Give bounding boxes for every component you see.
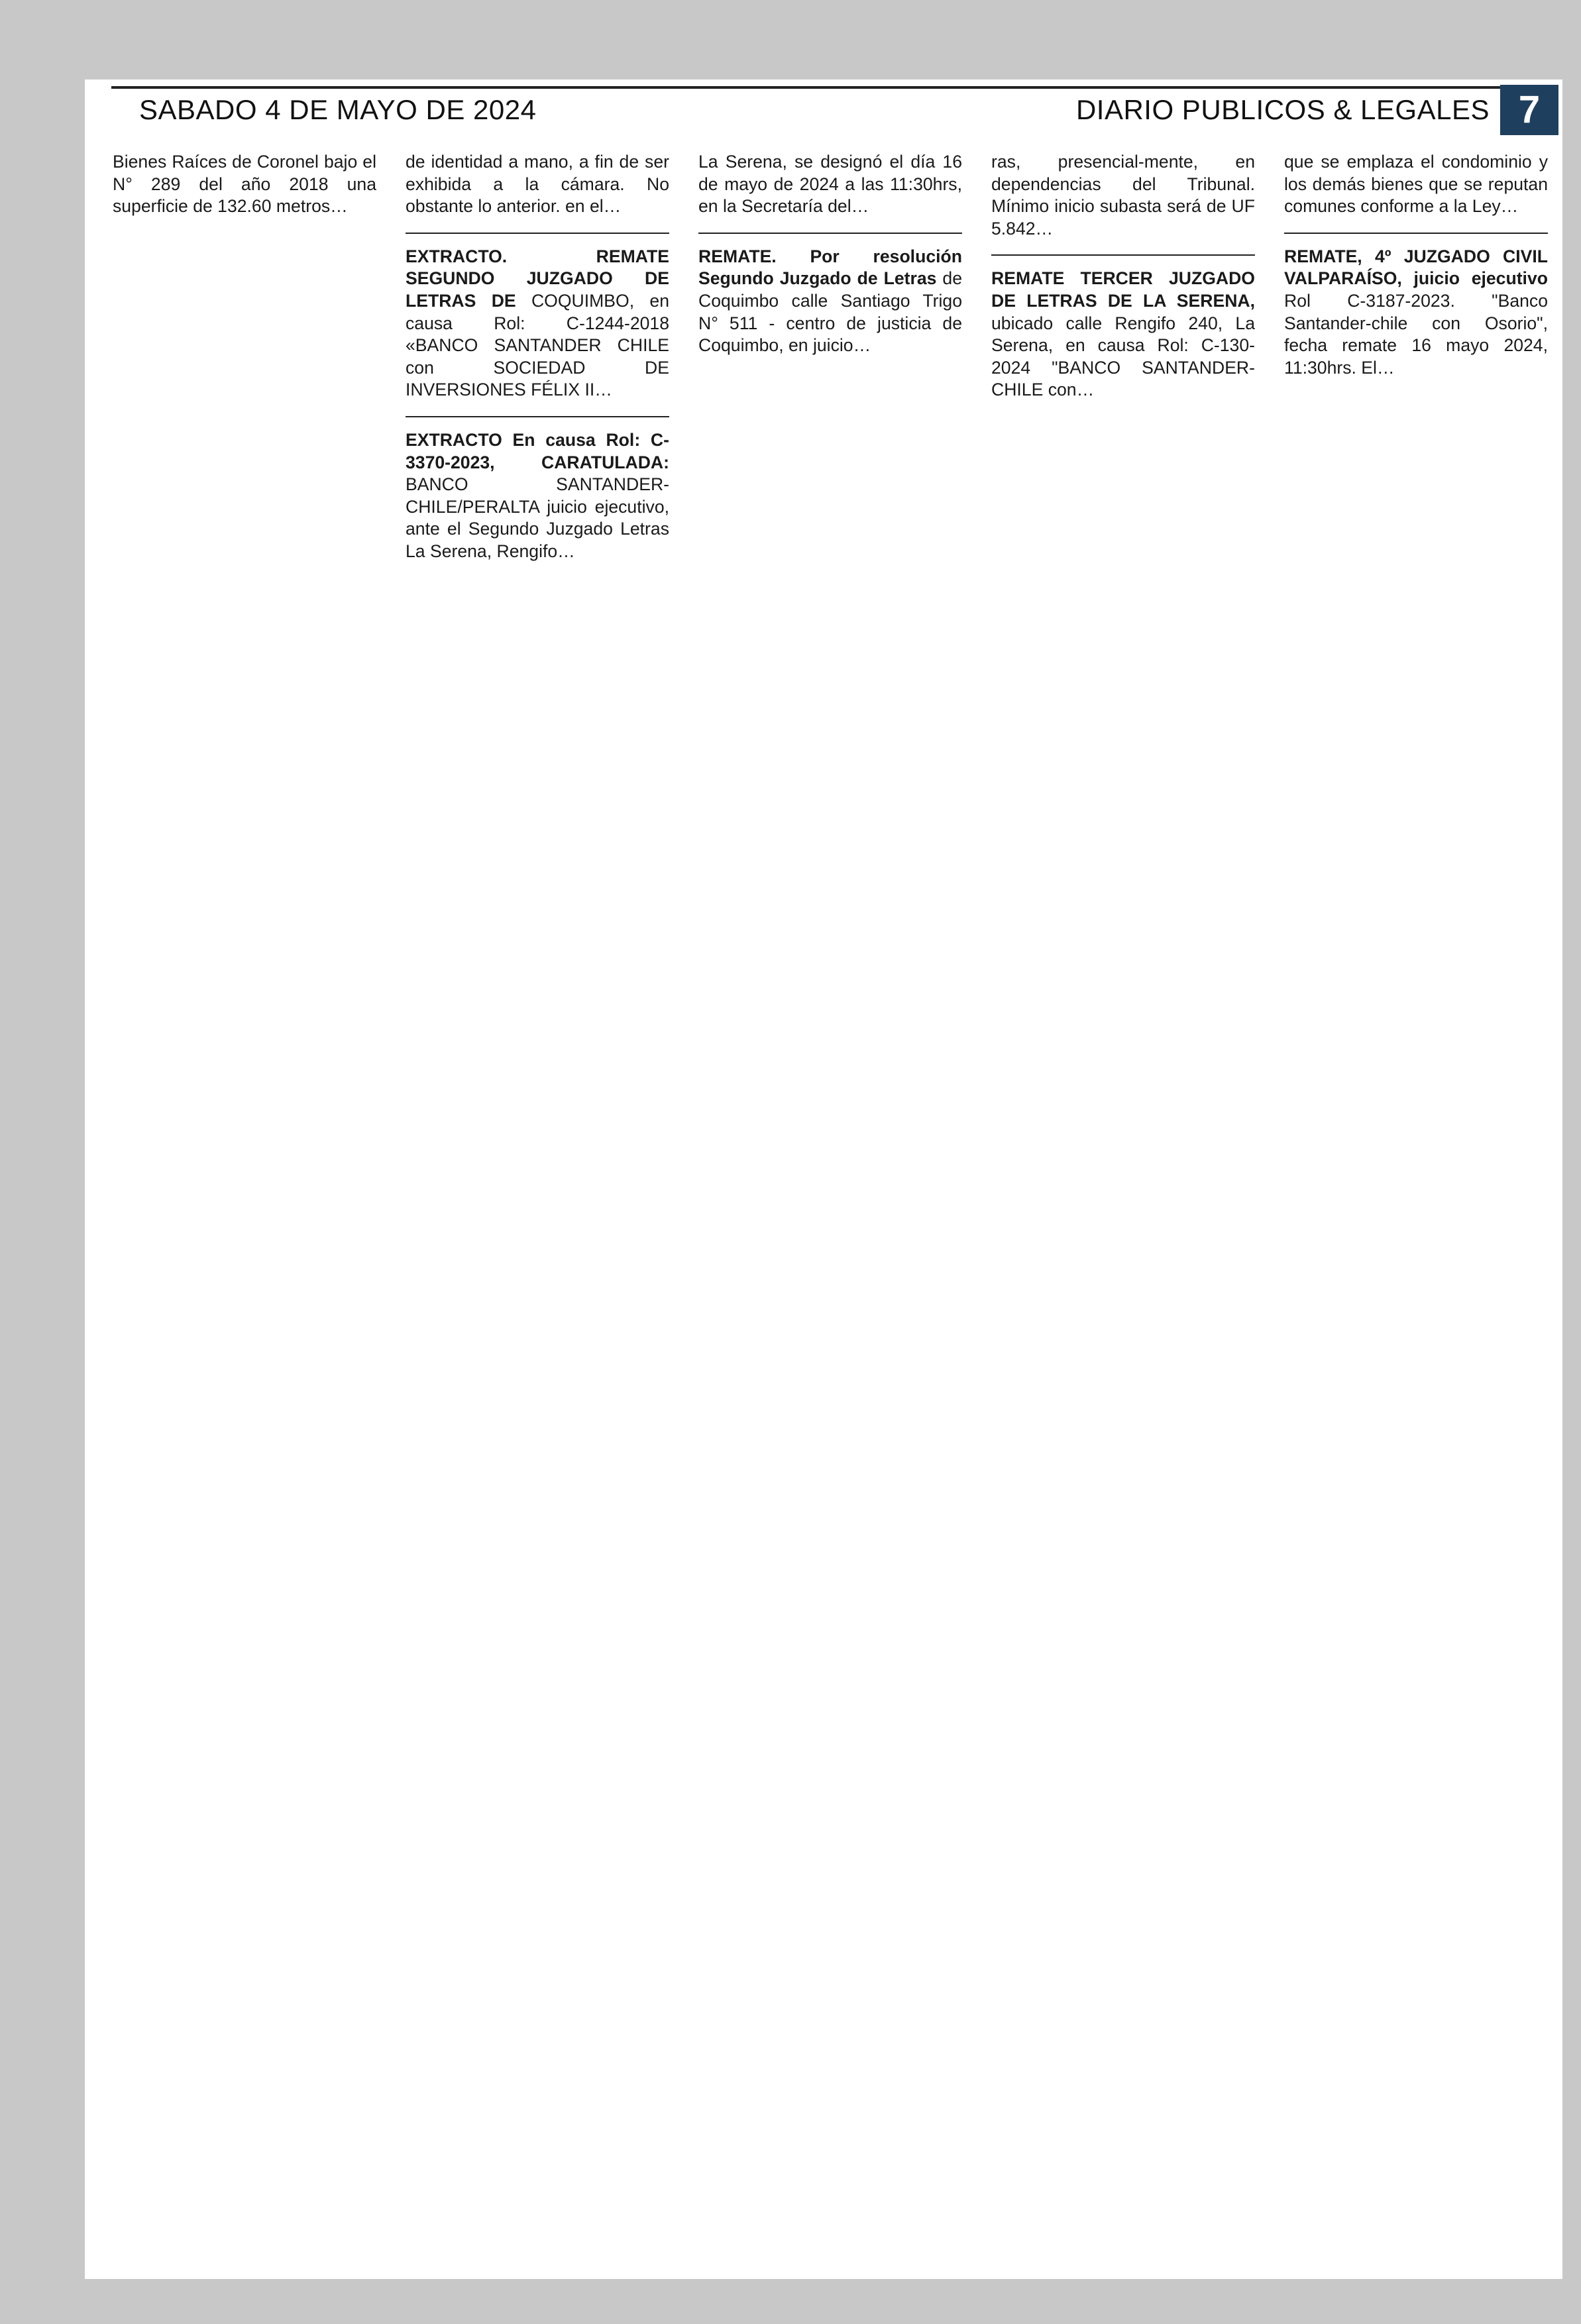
notice-title: REMATE TERCER JUZGADO DE LETRAS DE LA SERENA, bbox=[991, 268, 1255, 311]
header-rule bbox=[111, 86, 1516, 89]
newspaper-page bbox=[85, 79, 1562, 2279]
page-header bbox=[111, 85, 1562, 138]
notice bbox=[406, 151, 669, 218]
notice-body: BANCO SANTANDER-CHILE/PERALTA juicio ejecutivo, ante el Segundo Juzgado Letras La Serena, Rengifo… bbox=[406, 474, 669, 561]
notice bbox=[406, 429, 669, 563]
column-4 bbox=[991, 151, 1255, 2264]
notice-separator bbox=[698, 233, 962, 234]
notice bbox=[1284, 246, 1548, 380]
notice-title: REMATE, 4º JUZGADO CIVIL VALPARAÍSO, juicio ejecutivo bbox=[1284, 246, 1548, 289]
notice-body: ras, presencial-mente, en dependencias del Tribunal. Mínimo inicio subasta será de UF 5.842… bbox=[991, 152, 1255, 238]
notice-body: ubicado calle Rengifo 240, La Serena, en causa Rol: C-130-2024 "BANCO SANTANDER- CHILE con… bbox=[991, 313, 1255, 400]
notice-body: Rol C-3187-2023. "Banco Santander-chile con Osorio", fecha remate 16 mayo 2024, 11:30hrs. El… bbox=[1284, 290, 1548, 378]
notice-body: que se emplaza el condominio y los demás bienes que se reputan comunes conforme a la Ley… bbox=[1284, 152, 1548, 217]
notice bbox=[406, 246, 669, 401]
notice-separator bbox=[991, 254, 1255, 256]
notice-body: Bienes Raíces de Coronel bajo el N° 289 del año 2018 una superficie de 132.60 metros… bbox=[113, 152, 376, 217]
header-date: SABADO 4 DE MAYO DE 2024 bbox=[139, 94, 537, 125]
notice bbox=[1284, 151, 1548, 218]
notice-body: La Serena, se designó el día 16 de mayo de 2024 a las 11:30hrs, en la Secretaría del… bbox=[698, 152, 962, 217]
column-3 bbox=[698, 151, 962, 2264]
column-2 bbox=[406, 151, 669, 2264]
column-1 bbox=[113, 151, 376, 2264]
notice bbox=[698, 246, 962, 357]
notice-title: EXTRACTO. REMATE SEGUNDO JUZGADO DE LETRAS DE bbox=[406, 246, 669, 311]
text-columns bbox=[113, 151, 1548, 2271]
notice bbox=[113, 151, 376, 218]
notice bbox=[698, 151, 962, 218]
notice bbox=[991, 151, 1255, 240]
notice-separator bbox=[1284, 233, 1548, 234]
notice-title: REMATE. Por resolución Segundo Juzgado de Letras bbox=[698, 246, 962, 289]
notice-body: de Coquimbo calle Santiago Trigo N° 511 - centro de justicia de Coquimbo, en juicio… bbox=[698, 268, 962, 356]
notice-title: EXTRACTO En causa Rol: C-3370-2023, CARATULADA: bbox=[406, 429, 669, 472]
column-5 bbox=[1284, 151, 1548, 2264]
notice-body: COQUIMBO, en causa Rol: C-1244-2018 «BANCO SANTANDER CHILE con SOCIEDAD DE INVERSIONES FÉLIX II… bbox=[406, 290, 669, 400]
notice bbox=[991, 268, 1255, 401]
publication-name: DIARIO PUBLICOS & LEGALES bbox=[1075, 94, 1490, 125]
notice-separator bbox=[406, 233, 669, 234]
notice-separator bbox=[406, 416, 669, 417]
notice-body: de identidad a mano, a fin de ser exhibida a la cámara. No obstante lo anterior. en el… bbox=[406, 152, 669, 217]
page-number: 7 bbox=[1500, 85, 1558, 135]
